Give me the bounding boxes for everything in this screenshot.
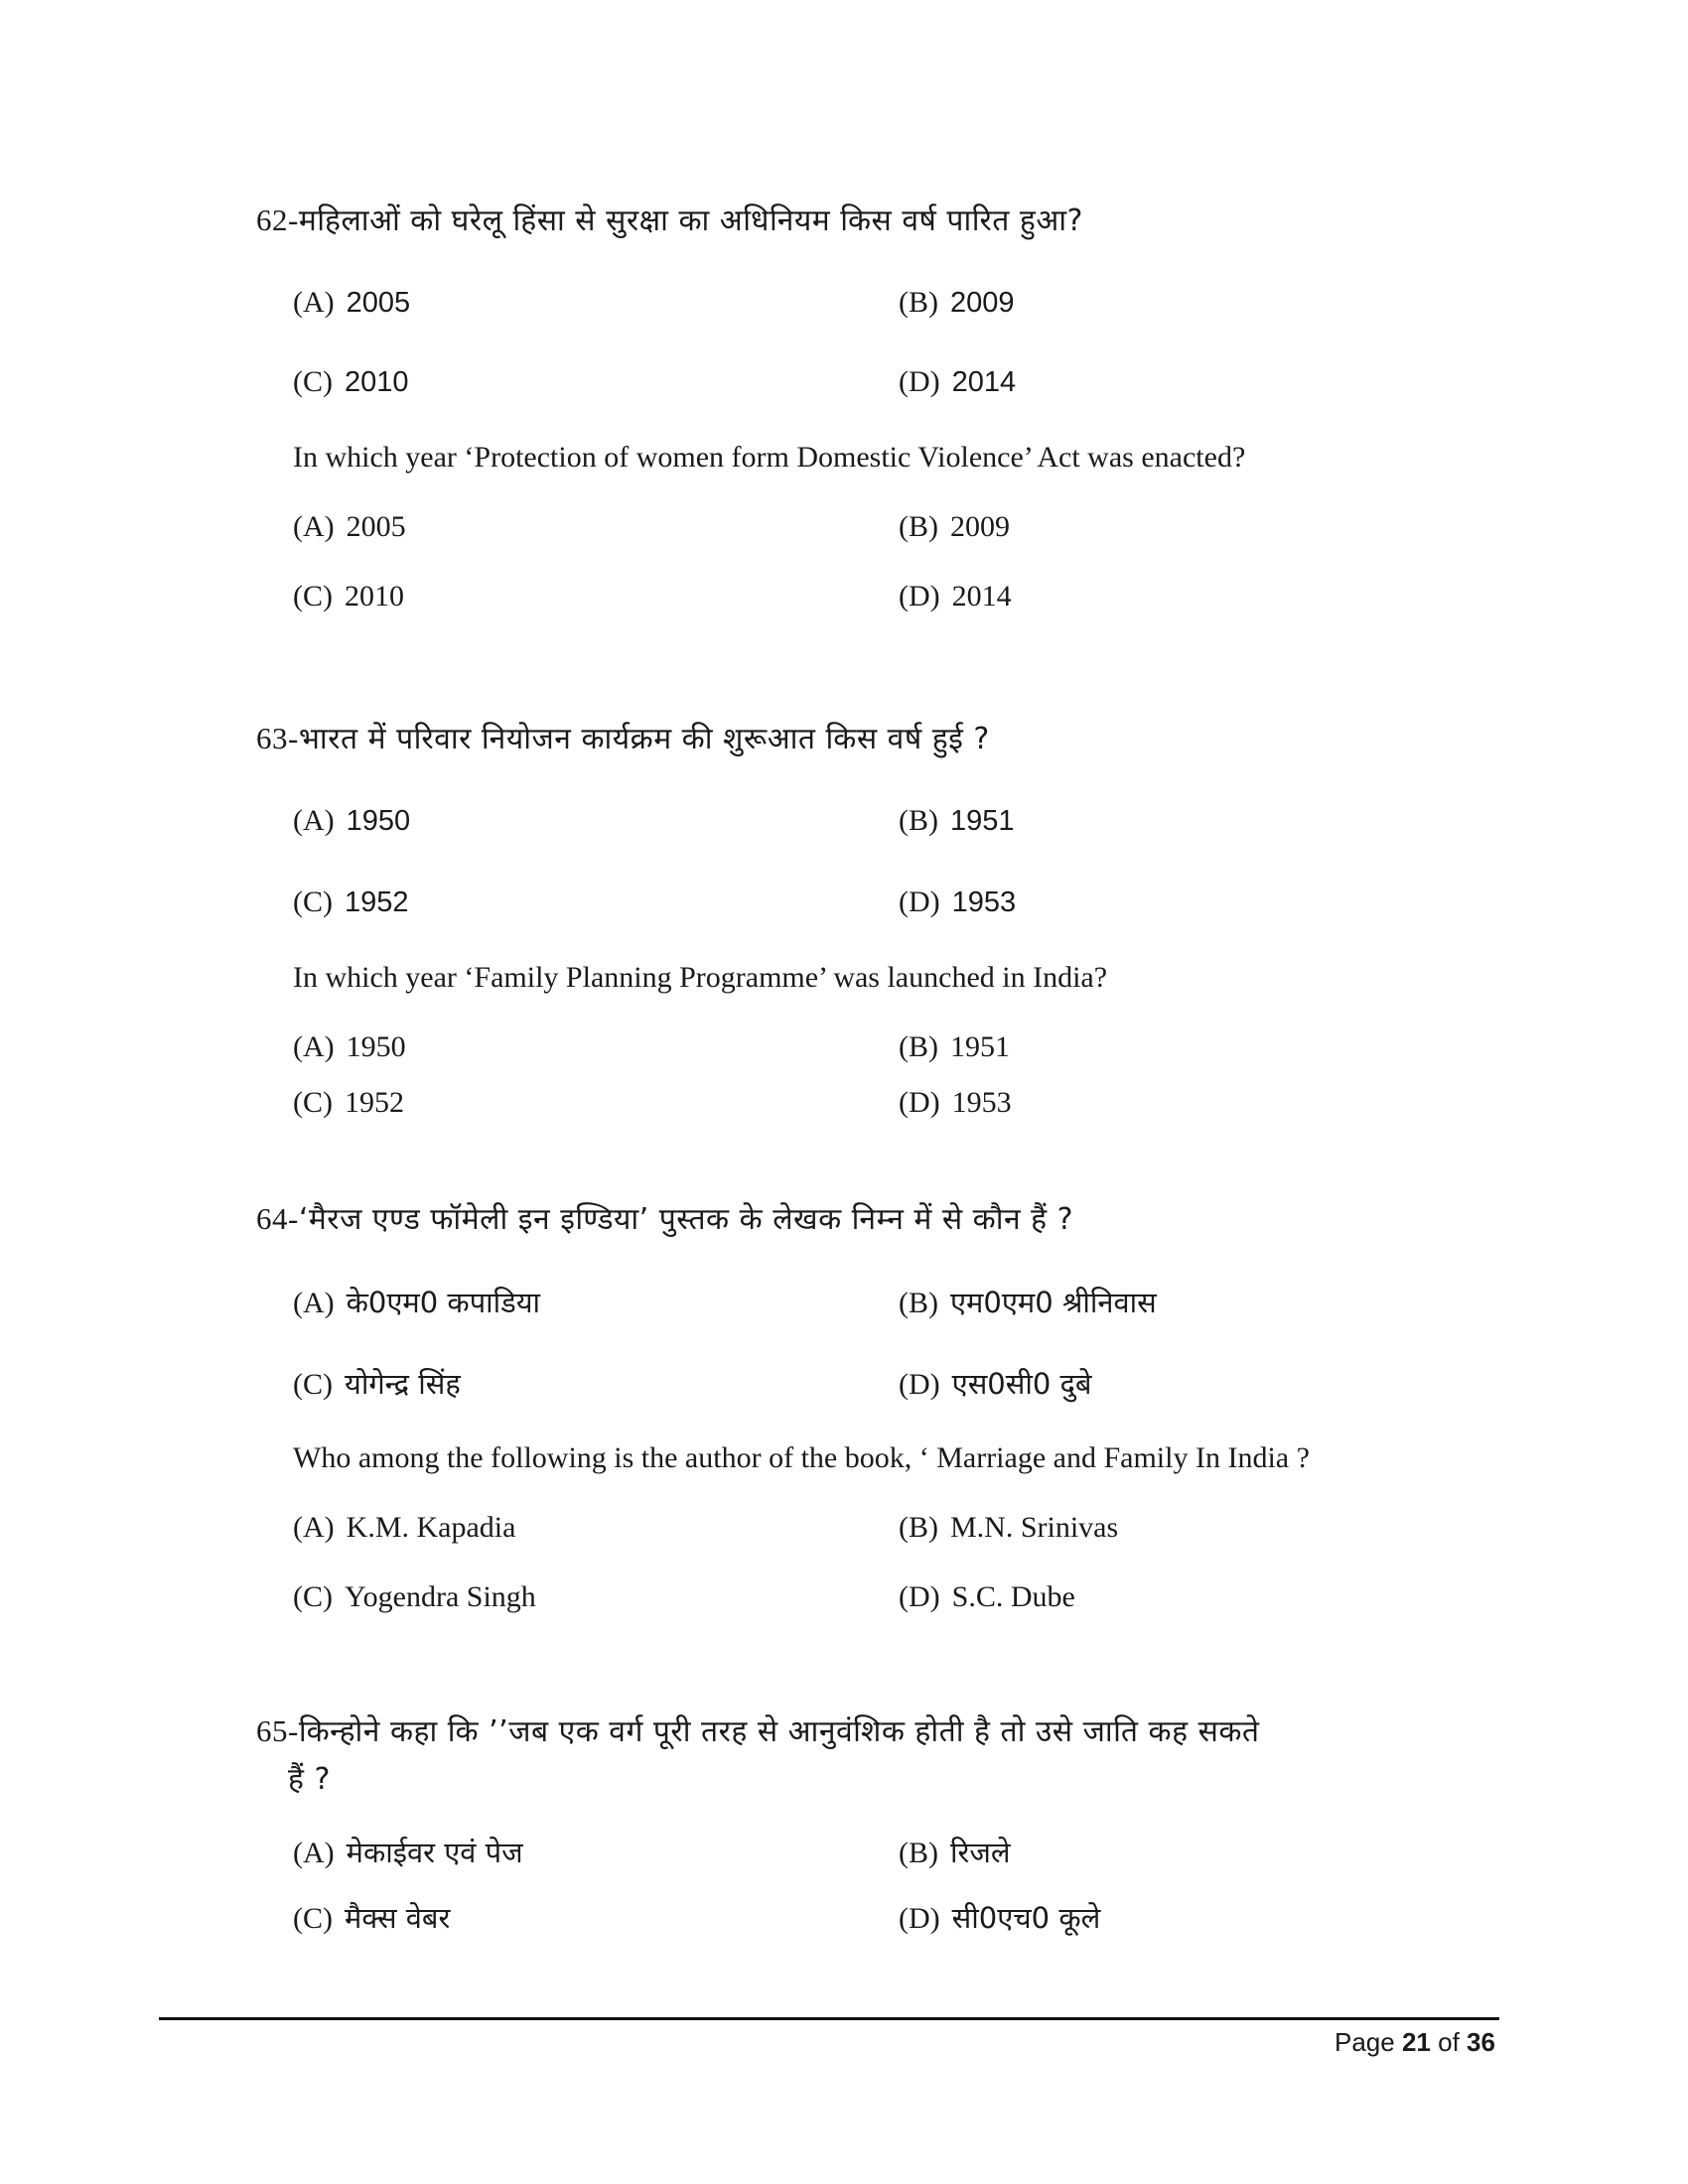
question-number: 63- [256,721,299,755]
option-d: (D) 2014 [899,365,1017,398]
question-65-hindi-continued: हैं ? [288,1762,331,1797]
option-b: (B) 1951 [899,804,1015,837]
option-a: (A) 1950 [293,804,411,837]
option-d: (D) 2014 [899,580,1012,613]
option-b: (B) 1951 [899,1030,1010,1063]
option-a: (A) K.M. Kapadia [293,1511,516,1544]
option-c: (C) 1952 [293,886,409,918]
question-65-hindi [256,1709,1260,1750]
option-d: (D) सी0एच0 कूले [899,1901,1101,1935]
question-number: 65- [256,1713,299,1748]
option-a: (A) के0एम0 कपाडिया [293,1286,541,1319]
option-c: (C) मैक्स वेबर [293,1901,451,1935]
option-a: (A) 2005 [293,286,411,319]
question-63-english: In which year ‘Family Planning Programme’ was launched in India? [293,961,1108,994]
option-b: (B) एम0एम0 श्रीनिवास [899,1286,1157,1319]
option-b: (B) 2009 [899,510,1010,543]
page-number: Page 21 of 36 [1335,2027,1495,2057]
footer-divider [159,2017,1499,2020]
question-62-hindi [256,199,1083,239]
question-63-hindi [256,717,990,757]
question-text: भारत में परिवार नियोजन कार्यक्रम की शुरूआत किस वर्ष हुई ? [298,722,990,756]
option-a: (A) 1950 [293,1030,406,1063]
question-text: किन्होने कहा कि ’’जब एक वर्ग पूरी तरह से आनुवंशिक होती है तो उसे जाति कह सकते [298,1714,1260,1749]
option-c: (C) 2010 [293,365,409,398]
question-text: ‘मैरज एण्ड फॉमेली इन इण्डिया’ पुस्तक के लेखक निम्न में से कौन हैं ? [298,1202,1074,1237]
option-b: (B) M.N. Srinivas [899,1511,1119,1544]
question-62-english: In which year ‘Protection of women form Domestic Violence’ Act was enacted? [293,441,1246,474]
option-b: (B) रिजले [899,1836,1011,1869]
option-a: (A) मेकाईवर एवं पेज [293,1836,523,1869]
question-64-hindi [256,1197,1073,1238]
option-a: (A) 2005 [293,510,406,543]
option-d: (D) S.C. Dube [899,1580,1075,1613]
option-d: (D) एस0सी0 दुबे [899,1367,1092,1401]
option-d: (D) 1953 [899,1086,1012,1119]
option-d: (D) 1953 [899,886,1017,918]
question-number: 64- [256,1201,299,1236]
option-c: (C) Yogendra Singh [293,1580,536,1613]
option-c: (C) 2010 [293,580,404,613]
question-number: 62- [256,203,299,237]
option-b: (B) 2009 [899,286,1015,319]
question-64-english: Who among the following is the author of the book, ‘ Marriage and Family In India ? [293,1441,1310,1474]
option-c: (C) योगेन्द्र सिंह [293,1367,461,1401]
option-c: (C) 1952 [293,1086,404,1119]
question-text: महिलाओं को घरेलू हिंसा से सुरक्षा का अधिनियम किस वर्ष पारित हुआ? [298,204,1083,238]
